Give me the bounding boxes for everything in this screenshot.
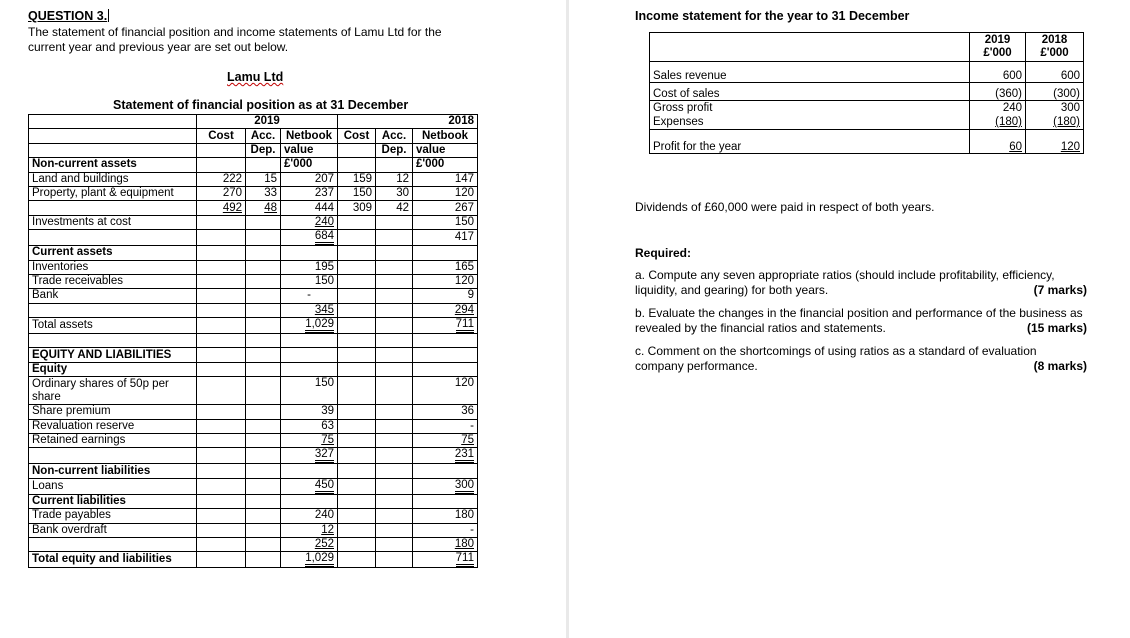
table-row: 2019 2018 xyxy=(29,115,478,129)
table-row: Loans 450 300 xyxy=(29,478,478,494)
table-row: Trade receivables 150 120 xyxy=(29,274,478,288)
table-row: Profit for the year 60 120 xyxy=(650,130,1084,154)
table-row: Total assets 1,029 711 xyxy=(29,318,478,334)
income-statement-title: Income statement for the year to 31 December xyxy=(635,9,910,23)
marks-c: (8 marks) xyxy=(1033,359,1087,373)
question-label: QUESTION 3. xyxy=(28,9,108,23)
table-row: Cost Acc. Netbook Cost Acc. Netbook xyxy=(29,129,478,143)
table-row: Non-current assets £'000 £'000 xyxy=(29,158,478,172)
marks-b: (15 marks) xyxy=(1026,321,1087,335)
table-row: Cost of sales (360) (300) xyxy=(650,83,1084,101)
table-row: Non-current liabilities xyxy=(29,464,478,478)
table-row: Total equity and liabilities 1,029 711 xyxy=(29,552,478,568)
income-statement-table xyxy=(649,32,1084,154)
table-row: Bank overdraft 12 - xyxy=(29,523,478,537)
table-row: 492 48 444 309 42 267 xyxy=(29,201,478,215)
table-row: Inventories 195 165 xyxy=(29,260,478,274)
table-row: Dep. value Dep. value xyxy=(29,143,478,157)
table-row: 327 231 xyxy=(29,448,478,464)
table-row: Investments at cost 240 150 xyxy=(29,215,478,229)
table-row: Gross profit Expenses 240 (180) 300 (180) xyxy=(650,101,1084,130)
table-row: Share premium 39 36 xyxy=(29,405,478,419)
requirement-b: b. Evaluate the changes in the financial position and performance of the business as revealed by the financial ratios and statements. (15 marks) xyxy=(635,306,1087,335)
required-heading: Required: xyxy=(635,246,692,260)
table-row: Land and buildings 222 15 207 159 12 147 xyxy=(29,172,478,186)
requirement-a: a. Compute any seven appropriate ratios (should include profitability, efficiency, liquidity, and gearing) for both years. (7 marks) xyxy=(635,268,1087,297)
table-row: 2019 £'000 2018 £'000 xyxy=(650,33,1084,62)
question-intro: The statement of financial position and income statements of Lamu Ltd for the current year and previous year are set out below. xyxy=(28,25,442,54)
table-row: 252 180 xyxy=(29,537,478,551)
table-row: Bank - 9 xyxy=(29,289,478,303)
text-cursor xyxy=(108,9,109,22)
sofp-title: Statement of financial position as at 31 December xyxy=(113,98,409,112)
requirement-c: c. Comment on the shortcomings of using ratios as a standard of evaluation company performance. (8 marks) xyxy=(635,344,1087,373)
sofp-table xyxy=(28,114,478,568)
table-row: Current assets xyxy=(29,246,478,260)
dividends-note: Dividends of £60,000 were paid in respect of both years. xyxy=(635,200,935,214)
table-row: Retained earnings 75 75 xyxy=(29,434,478,448)
table-row xyxy=(29,334,478,348)
table-row: Ordinary shares of 50p per share 150 120 xyxy=(29,377,478,405)
table-row: Sales revenue 600 600 xyxy=(650,62,1084,83)
company-name: Lamu Ltd xyxy=(227,70,284,84)
table-row: Property, plant & equipment 270 33 237 150 30 120 xyxy=(29,186,478,200)
marks-a: (7 marks) xyxy=(1033,283,1087,297)
table-row: Current liabilities xyxy=(29,494,478,508)
table-row: 345 294 xyxy=(29,303,478,317)
table-row: Equity xyxy=(29,362,478,376)
table-row: Revaluation reserve 63 - xyxy=(29,419,478,433)
table-row: 684 417 xyxy=(29,230,478,246)
table-row: Trade payables 240 180 xyxy=(29,509,478,523)
right-page xyxy=(569,0,1130,638)
table-row: EQUITY AND LIABILITIES xyxy=(29,348,478,362)
